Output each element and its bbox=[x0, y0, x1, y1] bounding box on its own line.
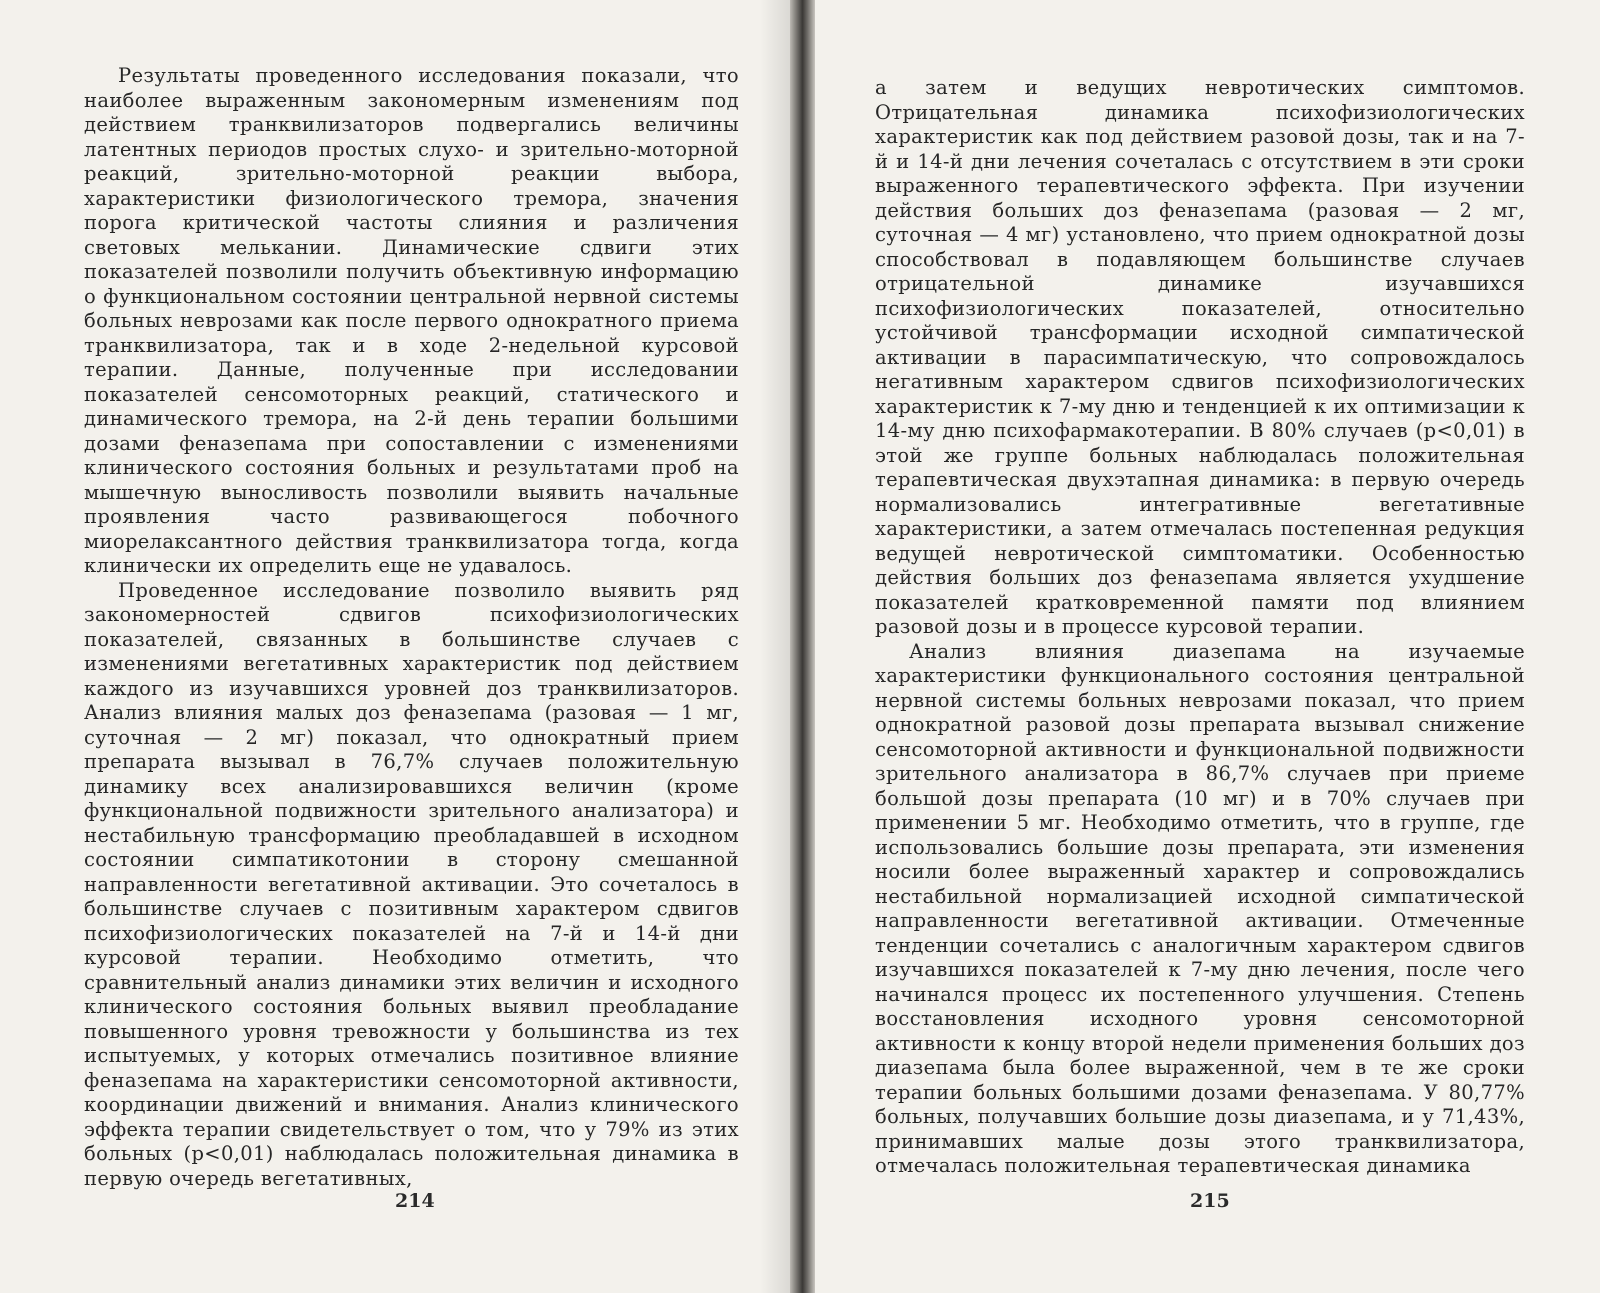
left-page-text bbox=[84, 64, 739, 1191]
right-page bbox=[815, 0, 1600, 1293]
right-paragraph-2: Анализ влияния диазепама на изучаемые характеристики функционального состояния центральной нервной системы больных неврозами показал, что прием однократной разовой дозы препарата вызывал снижение сенсомоторной активности и функциональной подвижности зрительного анализатора в 86,7% случаев при приеме большой дозы препарата (10 мг) и в 70% случаев при применении 5 мг. Необходимо отметить, что в группе, где использовались большие дозы препарата, эти изменения носили более выраженный характер и сопровождались нестабильной нормализацией исходной симпатической направленности вегетативной активации. Отмеченные тенденции сочетались с аналогичным характером сдвигов изучавшихся показателей к 7-му дню лечения, после чего начинался процесс их постепенного улучшения. Степень восстановления исходного уровня сенсомоторной активности к концу второй недели применения больших доз диазепама была более выраженной, чем в те же сроки терапии больных большими дозами феназепама. У 80,77% больных, получавших большие дозы диазепама, и у 71,43%, принимавших малые дозы этого транквилизатора, отмечалась положительная терапевтическая динамика bbox=[875, 639, 1525, 1177]
right-page-text bbox=[875, 76, 1525, 1179]
right-paragraph-1: а затем и ведущих невротических симптомов. Отрицательная динамика психофизиологических характеристик как под действием разовой дозы, так и на 7-й и 14-й дни лечения сочеталась с отсутствием в эти сроки выраженного терапевтического эффекта. При изучении действия больших доз феназепама (разовая — 2 мг, суточная — 4 мг) установлено, что прием однократной дозы способствовал в подавляющем большинстве случаев отрицательной динамике изучавшихся психофизиологических показателей, относительно устойчивой трансформации исходной симпатической активации в парасимпатическую, что сопровождалось негативным характером сдвигов психофизиологических характеристик к 7-му дню и тенденцией к их оптимизации к 14-му дню психофармакотерапии. В 80% случаев (p<0,01) в этой же группе больных наблюдалась положительная терапевтическая двухэтапная динамика: в первую очередь нормализовались интегративные вегетативные характеристики, а затем отмечалась постепенная редукция ведущей невротической симптоматики. Особенностью действия больших доз феназепама является ухудшение показателей кратковременной памяти под влиянием разовой дозы и в процессе курсовой терапии. bbox=[875, 76, 1525, 638]
right-page-number: 215 bbox=[1190, 1190, 1230, 1212]
left-paragraph-1: Результаты проведенного исследования показали, что наиболее выраженным закономерным изменениям под действием транквилизаторов подвергались величины латентных периодов простых слухо- и зрительно-моторной реакций, зрительно-моторной реакции выбора, характеристики физиологического тремора, значения порога критической частоты слияния и различения световых мелькании. Динамические сдвиги этих показателей позволили получить объективную информацию о функциональном состоянии центральной нервной системы больных неврозами как после первого однократного приема транквилизатора, так и в ходе 2-недельной курсовой терапии. Данные, полученные при исследовании показателей сенсомоторных реакций, статического и динамического тремора, на 2-й день терапии большими дозами феназепама при сопоставлении с изменениями клинического состояния больных и результатами проб на мышечную выносливость позволили выявить начальные проявления часто развивающегося побочного миорелаксантного действия транквилизатора тогда, когда клинически их определить еще не удавалось. bbox=[84, 64, 739, 577]
left-paragraph-2: Проведенное исследование позволило выявить ряд закономерностей сдвигов психофизиологических показателей, связанных в большинстве случаев с изменениями вегетативных характеристик под действием каждого из изучавшихся уровней доз транквилизаторов. Анализ влияния малых доз феназепама (разовая — 1 мг, суточная — 2 мг) показал, что однократный прием препарата вызывал в 76,7% случаев положительную динамику всех анализировавшихся величин (кроме функциональной подвижности зрительного анализатора) и нестабильную трансформацию преобладавшей в исходном состоянии симпатикотонии в сторону смешанной направленности вегетативной активации. Это сочеталось в большинстве случаев с позитивным характером сдвигов психофизиологических показателей на 7-й и 14-й дни курсовой терапии. Необходимо отметить, что сравнительный анализ динамики этих величин и исходного клинического состояния больных выявил преобладание повышенного уровня тревожности у большинства из тех испытуемых, у которых отмечались позитивное влияние феназепама на характеристики сенсомоторной активности, координации движений и внимания. Анализ клинического эффекта терапии свидетельствует о том, что у 79% из этих больных (p<0,01) наблюдалась положительная динамика в первую очередь вегетативных, bbox=[84, 578, 739, 1190]
left-page bbox=[0, 0, 790, 1293]
gutter-shadow-left bbox=[760, 0, 790, 1293]
left-page-number: 214 bbox=[395, 1190, 435, 1212]
book-gutter bbox=[790, 0, 815, 1293]
